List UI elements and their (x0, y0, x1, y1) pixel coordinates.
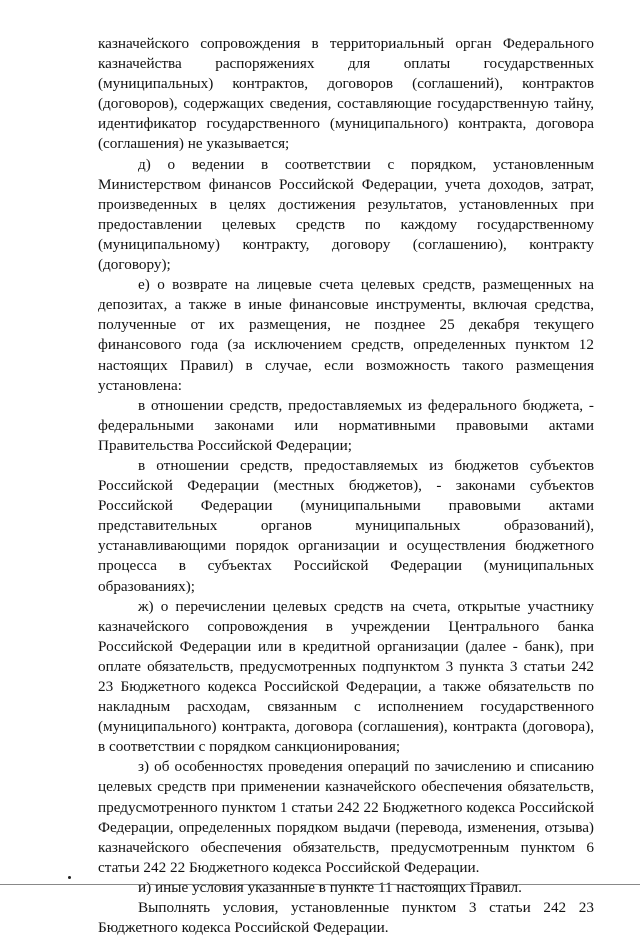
page-bottom-divider (0, 884, 640, 885)
page-mark (68, 876, 71, 879)
paragraph-1: казначейского сопровождения в территориальный орган Федерального казначейства распоряжениях для оплаты государственных (муниципальных) контрактов, договоров (соглашений), контрактов (договоров), содержащих сведения, составляющие государственную тайну, идентификатор государственного (муниципального) контракта, договора (соглашения) не указывается; (98, 35, 594, 153)
paragraph-i: и) иные условия указанные в пункте 11 настоящих Правил. (138, 878, 522, 896)
paragraph-d: д) о ведении в соответствии с порядком, установленным Министерством финансов Российской Федерации, учета доходов, затрат, произведенных в целях достижения результатов, установленных при предоставлении целевых средств по каждому государственному (муниципальному) контракту, договору (соглашению), контракту (договору); (98, 155, 594, 274)
paragraph-federal: в отношении средств, предоставляемых из федерального бюджета, - федеральными законами или нормативными правовыми актами Правительства Российской Федерации; (98, 396, 594, 454)
paragraph-final: Выполнять условия, установленные пунктом 3 статьи 242 23 Бюджетного кодекса Российской Федерации. (98, 899, 594, 937)
paragraph-z: з) об особенностях проведения операций по зачислению и списанию целевых средств при применении казначейского обеспечения обязательств, предусмотренного пунктом 1 статьи 242 22 Бюджетного кодекса Российской Федерации, определенных порядком выдачи (перевода, изменения, отзыва) казначейского обеспечения обязательств, предусмотренным пунктом 6 статьи 242 22 Бюджетного кодекса Российской Федерации. (98, 758, 594, 876)
paragraph-e: е) о возврате на лицевые счета целевых средств, размещенных на депозитах, а также в иные финансовые инструменты, включая средства, полученные от их размещения, не позднее 25 декабря текущего финансового года (за исключением средств, определенных пунктом 12 настоящих Правил) в случае, если возможность такого размещения установлена: (98, 276, 594, 394)
paragraph-zh: ж) о перечислении целевых средств на счета, открытые участнику казначейского сопровождения в учреждении Центрального банка Российской Федерации или в кредитной организации (далее - банк), при оплате обязательств, предусмотренных подпунктом 3 пункта 3 статьи 242 23 Бюджетного кодекса Российской Федерации, а также обязательств по накладным расходам, связанным с исполнением государственного (муниципального) контракта, договора (соглашения), контракта (договора), в соответствии с порядком санкционирования; (98, 597, 594, 756)
paragraph-regional: в отношении средств, предоставляемых из бюджетов субъектов Российской Федерации (местных бюджетов), - законами субъектов Российской Федерации (муниципальными правовыми актами представительных органов муниципальных образований), устанавливающими порядок организации и осуществления бюджетного процесса в субъектах Российской Федерации (муниципальных образованиях); (98, 456, 594, 595)
